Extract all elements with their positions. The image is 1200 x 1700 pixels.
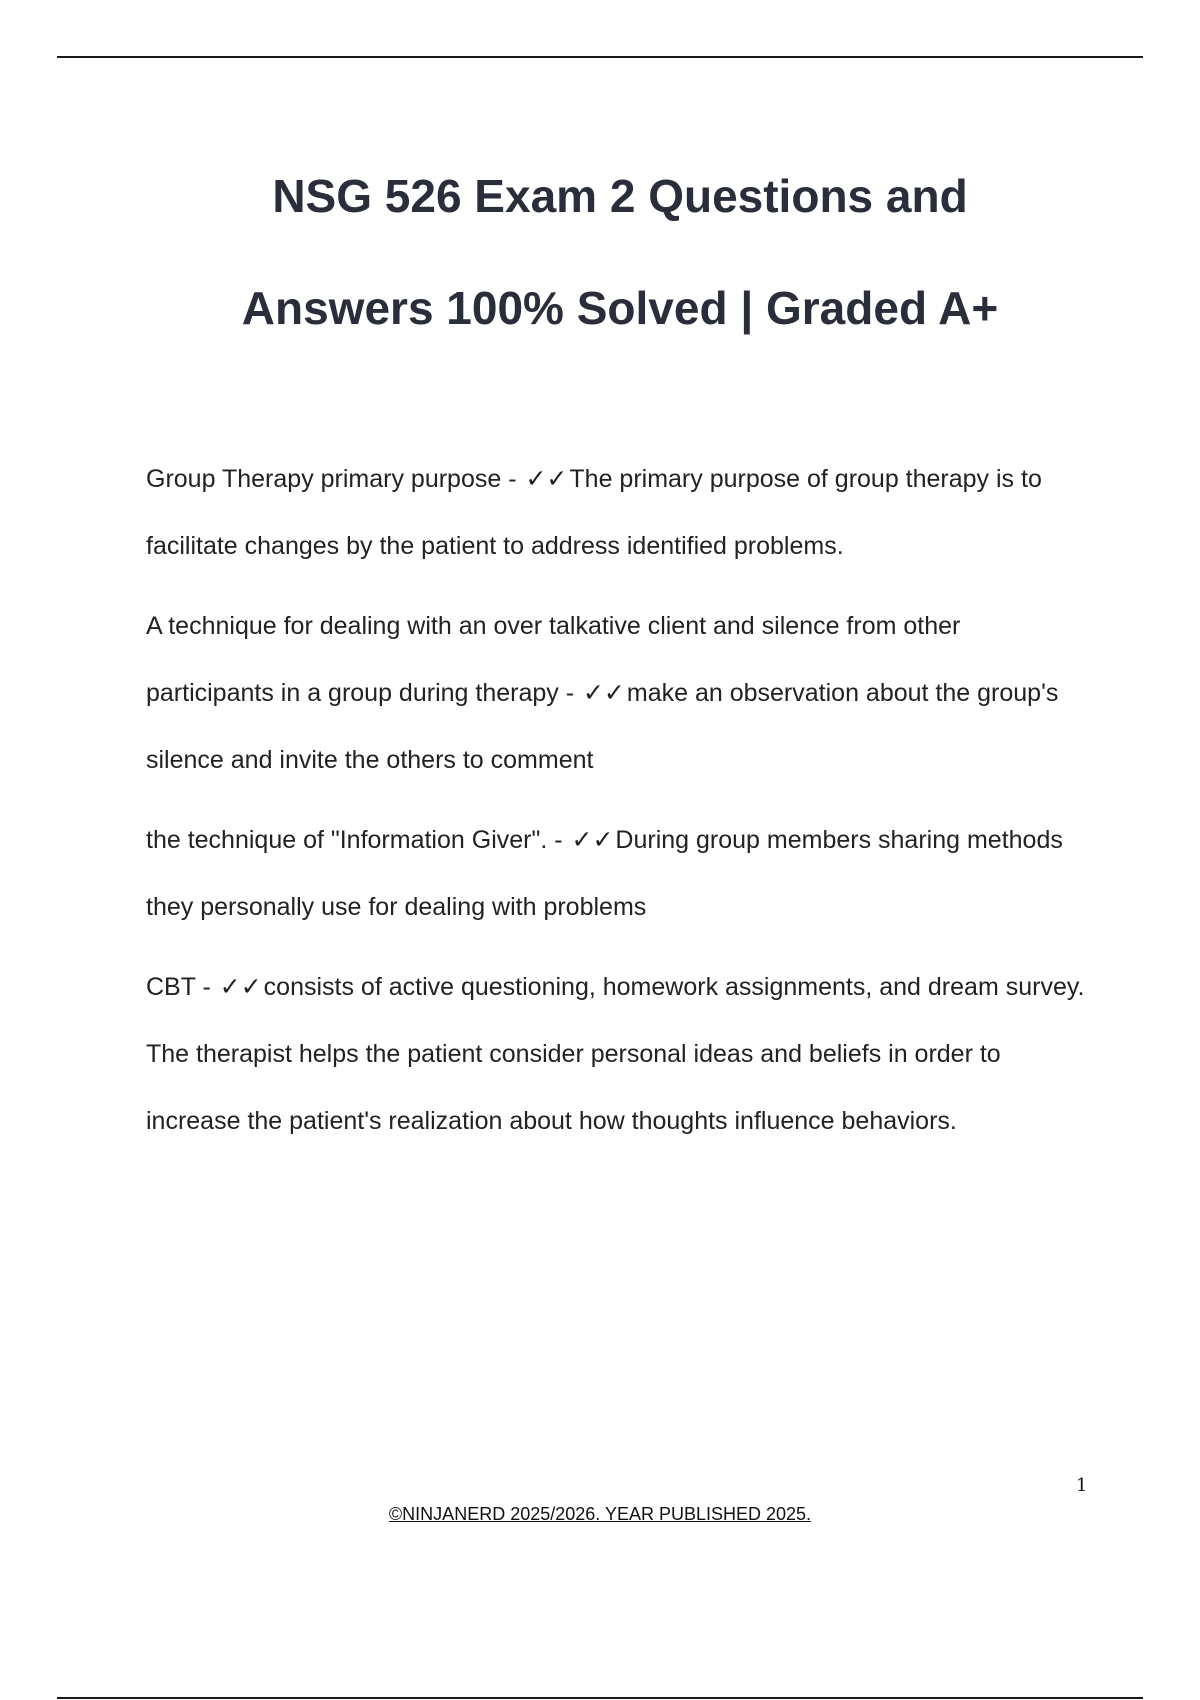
top-rule xyxy=(57,56,1143,58)
bottom-rule xyxy=(57,1697,1143,1699)
question-text: CBT - xyxy=(146,973,218,1001)
double-check-icon: ✓✓ xyxy=(525,465,568,493)
document-title xyxy=(150,140,1090,364)
double-check-icon: ✓✓ xyxy=(219,973,262,1001)
answer-text: During group members sharing methods they personally use for dealing with problems xyxy=(146,826,1063,921)
double-check-icon: ✓✓ xyxy=(571,826,614,854)
qa-item xyxy=(146,593,1086,794)
question-text: the technique of "Information Giver". - xyxy=(146,826,570,854)
qa-item xyxy=(146,446,1086,580)
answer-text: consists of active questioning, homework assignments, and dream survey. The therapist helps the patient consider personal ideas and beliefs in order to increase the patient's realization about how thoughts influence behaviors. xyxy=(146,973,1085,1135)
page-number: 1 xyxy=(1076,1475,1088,1496)
qa-list xyxy=(146,446,1086,1168)
question-text: A technique for dealing with an over talkative client and silence from other participants in a group during therapy - xyxy=(146,612,961,707)
copyright-text: ©NINJANERD 2025/2026. YEAR PUBLISHED 2025. xyxy=(388,1504,812,1524)
copyright-footer xyxy=(0,1504,1200,1525)
question-text: Group Therapy primary purpose - xyxy=(146,465,524,493)
double-check-icon: ✓✓ xyxy=(582,679,625,707)
title-line-2: Answers 100% Solved | Graded A+ xyxy=(241,282,999,334)
answer-text: make an observation about the group's silence and invite the others to comment xyxy=(146,679,1059,774)
qa-item xyxy=(146,954,1086,1155)
title-line-1: NSG 526 Exam 2 Questions and xyxy=(272,170,968,222)
answer-text: The primary purpose of group therapy is to facilitate changes by the patient to address identified problems. xyxy=(146,465,1042,560)
qa-item xyxy=(146,807,1086,941)
